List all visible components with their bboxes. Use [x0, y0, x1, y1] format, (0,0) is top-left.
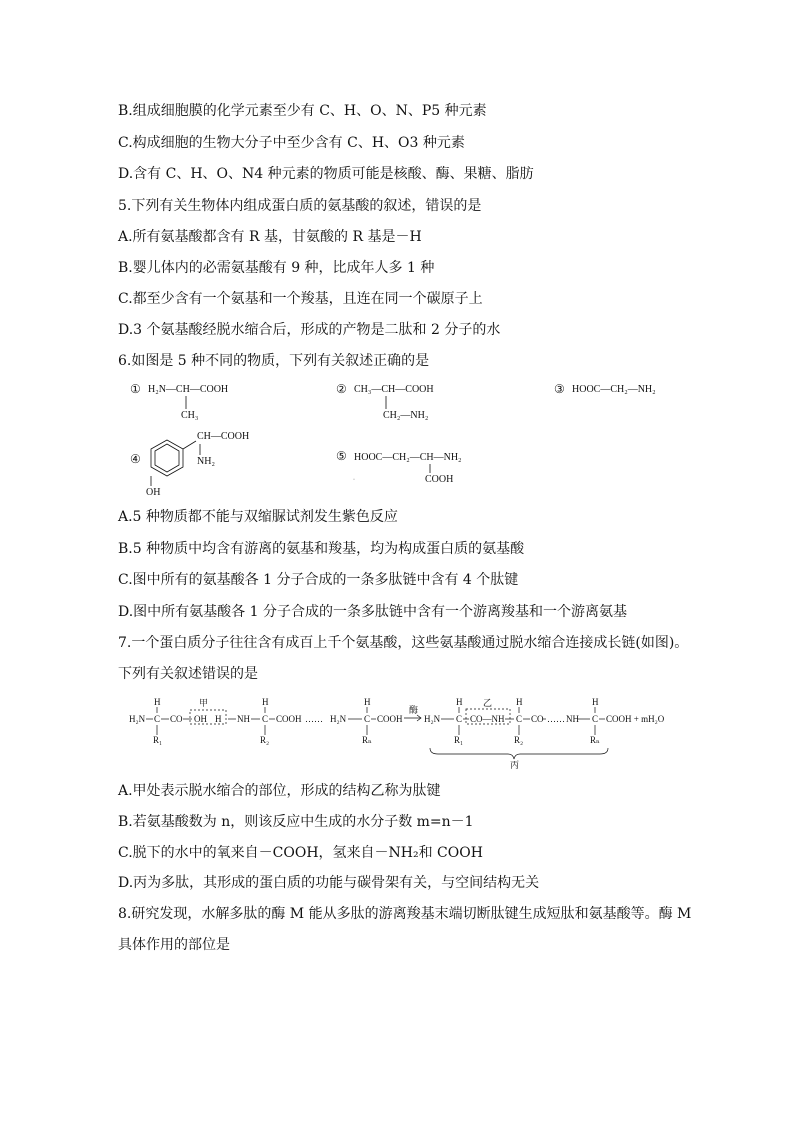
reaction-c-2: C [262, 714, 269, 724]
reaction-r2-left: R₂ [260, 735, 270, 745]
reaction-h-6: H [592, 697, 599, 707]
reaction-h-3: H [364, 697, 371, 707]
question-8-continued: 具体作用的部位是 [118, 937, 230, 953]
option-c-q5: C.都至少含有一个氨基和一个羧基，且连在同一个碳原子上 [118, 291, 483, 307]
reaction-h-5: H [516, 697, 523, 707]
label-yi: 乙 [483, 698, 493, 708]
label-jia: 甲 [199, 698, 209, 708]
option-b-q5: B.婴儿体内的必需氨基酸有 9 种，比成年人多 1 种 [118, 260, 435, 276]
svg-text:·: · [353, 477, 355, 483]
reaction-dots-1: …… [305, 714, 323, 724]
molecule-4-hydroxyl: OH [146, 487, 161, 498]
molecule-5-number: ⑤ [336, 449, 347, 463]
molecule-2-formula: CH₃—CH—COOH [354, 384, 434, 395]
reaction-h-4: H [456, 697, 463, 707]
reaction-co-1: CO [170, 714, 183, 724]
option-c-q7: C.脱下的水中的氧来自－COOH，氢来自－NH₂和 COOH [118, 845, 483, 861]
question-6: 6.如图是 5 种不同的物质，下列有关叙述正确的是 [118, 353, 430, 369]
reaction-c-1: C [154, 714, 161, 724]
reaction-dots-2: …… [547, 714, 565, 724]
reaction-nh-2: NH [566, 714, 579, 724]
label-bing: 丙 [510, 760, 520, 770]
molecule-4-number: ④ [130, 452, 141, 466]
reaction-rn-right: Rₙ [590, 735, 600, 745]
option-d-q4: D.含有 C、H、O、N4 种元素的物质可能是核酸、酶、果糖、脂肪 [118, 166, 534, 182]
molecule-2-number: ② [336, 382, 347, 396]
reaction-h2n-2: H₂N [330, 714, 347, 724]
reaction-h-1: H [154, 697, 161, 707]
reaction-h-2: H [262, 697, 269, 707]
reaction-nh-1: NH [237, 714, 250, 724]
option-d-q6: D.图中所有氨基酸各 1 分子合成的一条多肽链中含有一个游离羧基和一个游离氨基 [118, 604, 627, 620]
reaction-oh: OH [194, 714, 207, 724]
molecule-4-amine: NH₂ [197, 456, 215, 467]
reaction-cooh-2: COOH [377, 714, 403, 724]
reaction-c-4: C [456, 714, 463, 724]
molecule-1-sidechain: CH₃ [181, 410, 199, 421]
option-a-q7: A.甲处表示脱水缩合的部位，形成的结构乙称为肽键 [118, 783, 441, 799]
molecule-4-formula: CH—COOH [197, 431, 250, 442]
molecule-3-formula: HOOC—CH₂—NH₂ [572, 384, 656, 395]
reaction-cooh-1: COOH [276, 714, 302, 724]
option-d-q7: D.丙为多肽，其形成的蛋白质的功能与碳骨架有关，与空间结构无关 [118, 875, 540, 891]
reaction-c-6: C [592, 714, 599, 724]
reaction-rn-left: Rₙ [362, 735, 372, 745]
reaction-c-3: C [364, 714, 371, 724]
molecule-2-sidechain: CH₂—NH₂ [383, 410, 429, 421]
reaction-r1-right: R₁ [454, 735, 464, 745]
reaction-end: COOH + mH₂O [606, 714, 665, 724]
question-5: 5.下列有关生物体内组成蛋白质的氨基酸的叙述，错误的是 [118, 198, 482, 214]
reaction-h-removed: H [215, 714, 222, 724]
reaction-co-2: CO [531, 714, 544, 724]
option-a-q6: A.5 种物质都不能与双缩脲试剂发生紫色反应 [118, 509, 398, 525]
option-c-q4: C.构成细胞的生物大分子中至少含有 C、H、O3 种元素 [118, 135, 465, 151]
label-enzyme: 酶 [409, 705, 419, 715]
question-8: 8.研究发现，水解多肽的酶 M 能从多肽的游离羧基末端切断肽键生成短肽和氨基酸等。酶 M [118, 906, 692, 922]
reaction-r1-left: R₁ [153, 735, 163, 745]
molecule-1-number: ① [130, 382, 141, 396]
option-c-q6: C.图中所有的氨基酸各 1 分子合成的一条多肽链中含有 4 个肽键 [118, 572, 519, 588]
option-b-q4: B.组成细胞膜的化学元素至少有 C、H、O、N、P5 种元素 [118, 103, 487, 119]
reaction-co-nh: CO—NH [470, 714, 505, 724]
option-b-q6: B.5 种物质中均含有游离的氨基和羧基，均为构成蛋白质的氨基酸 [118, 541, 525, 557]
option-d-q5: D.3 个氨基酸经脱水缩合后，形成的产物是二肽和 2 分子的水 [118, 322, 501, 338]
molecule-1-formula: H₂N—CH—COOH [148, 384, 229, 395]
molecule-5-formula: HOOC—CH₂—CH—NH₂ [354, 452, 462, 463]
reaction-h2n-1: H₂N [129, 714, 146, 724]
reaction-h2n-product: H₂N [424, 714, 441, 724]
option-a-q5: A.所有氨基酸都含有 R 基，甘氨酸的 R 基是－H [118, 229, 422, 245]
molecule-5-sidechain: COOH [425, 474, 454, 485]
molecule-3-number: ③ [554, 382, 565, 396]
option-b-q7: B.若氨基酸数为 n，则该反应中生成的水分子数 m=n－1 [118, 814, 474, 830]
question-7: 7.一个蛋白质分子往往含有成百上千个氨基酸，这些氨基酸通过脱水缩合连接成长链(如图)。 [118, 635, 689, 651]
reaction-c-5: C [516, 714, 523, 724]
question-7-continued: 下列有关叙述错误的是 [118, 666, 258, 682]
reaction-r2-right: R₂ [514, 735, 524, 745]
